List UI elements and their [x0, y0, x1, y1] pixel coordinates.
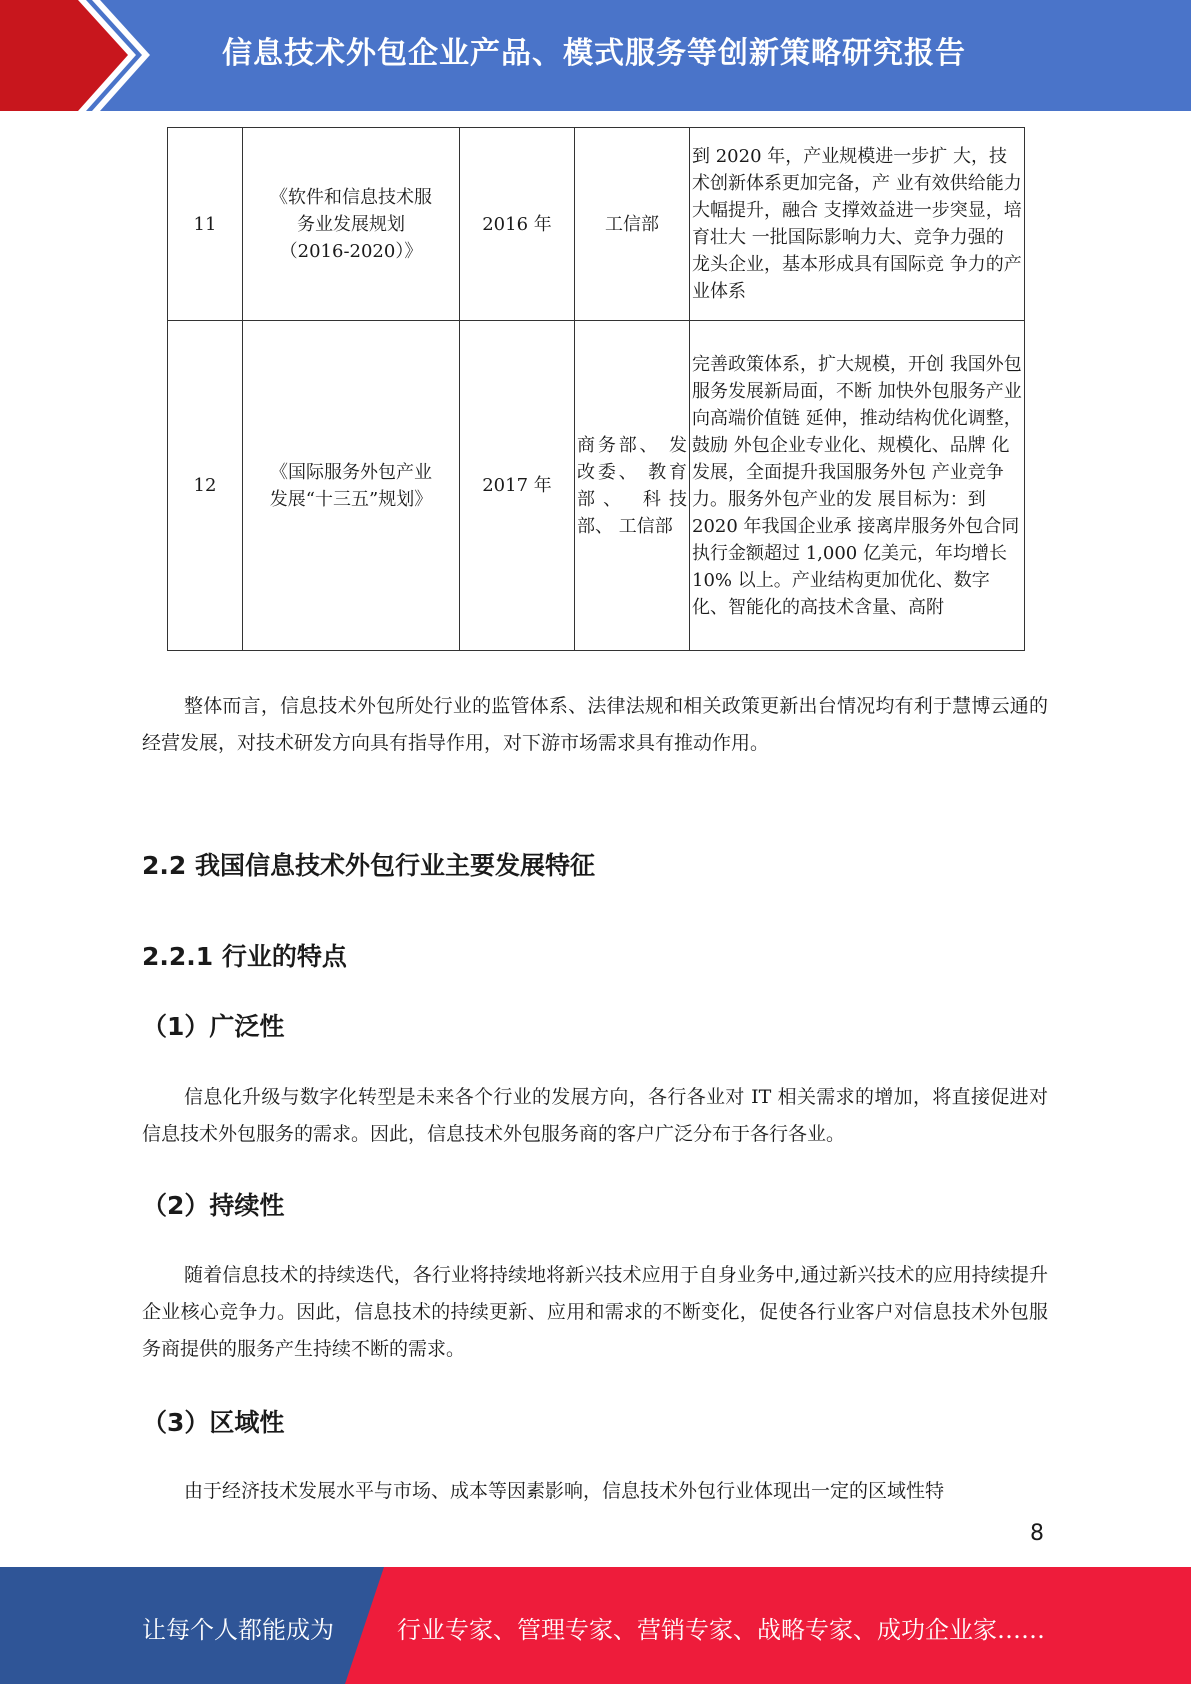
policy-table — [167, 127, 1025, 651]
page-footer — [0, 1567, 1191, 1684]
item-title-regional: （3）区域性 — [142, 1408, 285, 1437]
item-text-continuity: 随着信息技术的持续迭代，各行业将持续地将新兴技术应用于自身业务中,通过新兴技术的应用持续提升企业核心竞争力。因此，信息技术的持续更新、应用和需求的不断变化，促使各行业客户对信息技术外包服务商提供的服务产生持续不断的需求。 — [142, 1264, 1048, 1360]
table-row — [168, 321, 1025, 651]
item-text-breadth: 信息化升级与数字化转型是未来各个行业的发展方向，各行各业对 IT 相关需求的增加，将直接促进对信息技术外包服务的需求。因此，信息技术外包服务商的客户广泛分布于各行各业。 — [142, 1086, 1048, 1145]
row-number: 11 — [168, 128, 243, 321]
policy-goal: 到 2020 年，产业规模进一步扩 大，技术创新体系更加完备，产 业有效供给能力大幅提升，融合 支撑效益进一步突显，培育壮大 一批国际影响力大、竞争力强的 龙头企业，基本形成具有国际竞 争力的产业体系 — [690, 128, 1025, 321]
policy-department: 工信部 — [575, 128, 690, 321]
page-number: 8 — [1030, 1521, 1044, 1546]
policy-department: 商务部、 发改委、 教育部、 科技部、 工信部 — [575, 321, 690, 651]
item-text-regional: 由于经济技术发展水平与市场、成本等因素影响，信息技术外包行业体现出一定的区域性特 — [184, 1480, 945, 1502]
policy-year: 2016 年 — [460, 128, 575, 321]
table-row — [168, 128, 1025, 321]
page-header — [0, 0, 1191, 111]
item-title-continuity: （2）持续性 — [142, 1191, 285, 1220]
header-title: 信息技术外包企业产品、模式服务等创新策略研究报告 — [222, 36, 966, 71]
policy-name: 《软件和信息技术服 务业发展规划 （2016-2020）》 — [243, 128, 460, 321]
policy-goal: 完善政策体系，扩大规模，开创 我国外包服务发展新局面，不断 加快外包服务产业向高端价值链 延伸，推动结构优化调整，鼓励 外包企业专业化、规模化、品牌 化发展，全面提升我国服务外包 产业竞争力。服务外包产业的发 展目标为：到 2020 年我国企业承 接离岸服务外包合同执行金额超过 1,000 亿美元，年均增长 10% 以上。产业结构更加优化、数字 化、智能化的高技术含量、高附 — [690, 321, 1025, 651]
summary-paragraph: 整体而言，信息技术外包所处行业的监管体系、法律法规和相关政策更新出台情况均有利于慧博云通的经营发展，对技术研发方向具有指导作用，对下游市场需求具有推动作用。 — [142, 695, 1048, 754]
header-arrow-decoration — [0, 0, 160, 111]
footer-slogan-left: 让每个人都能成为 — [142, 1616, 334, 1644]
item-title-breadth: （1）广泛性 — [142, 1012, 285, 1041]
footer-slogan-right: 行业专家、管理专家、营销专家、战略专家、成功企业家…… — [397, 1616, 1045, 1644]
policy-year: 2017 年 — [460, 321, 575, 651]
row-number: 12 — [168, 321, 243, 651]
policy-name: 《国际服务外包产业 发展“十三五”规划》 — [243, 321, 460, 651]
subsection-title: 2.2.1 行业的特点 — [142, 942, 347, 971]
section-title: 2.2 我国信息技术外包行业主要发展特征 — [142, 851, 595, 880]
